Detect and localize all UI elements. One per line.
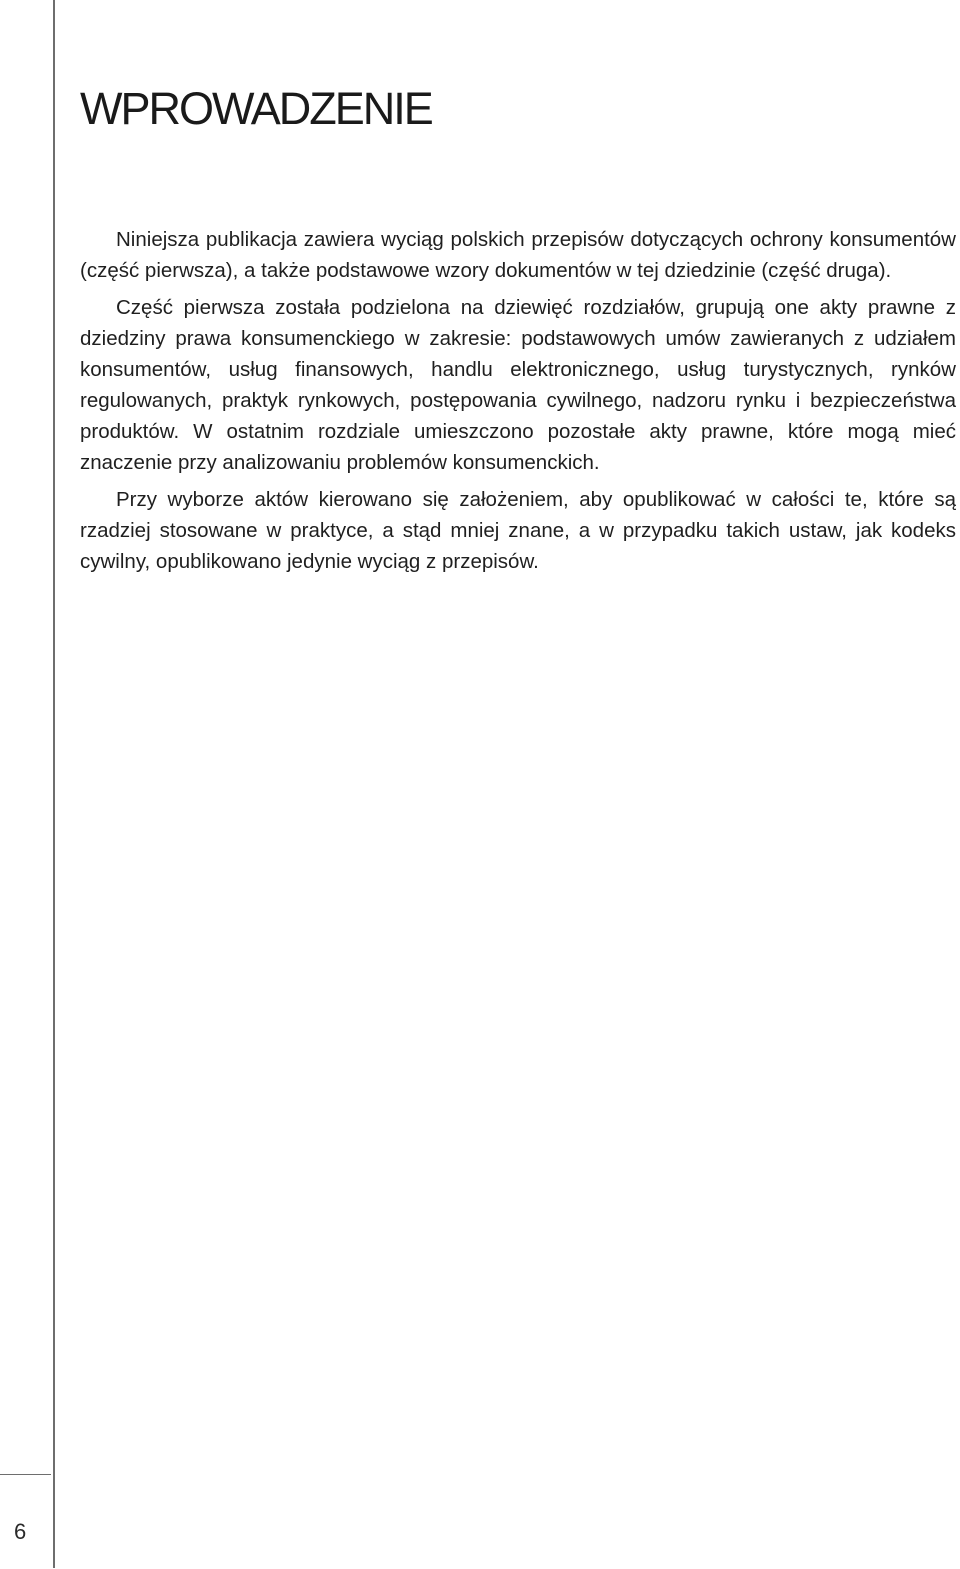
- paragraph-selection: Przy wyborze aktów kierowano się założeniem, aby opublikować w całości te, które są rzadziej stosowane w praktyce, a stąd mniej znane, a w przypadku takich ustaw, jak kodeks cywilny, opublikowano jedynie wyciąg z przepisów.: [80, 488, 956, 573]
- page-number-tab: [0, 1474, 51, 1569]
- paragraph-intro: Niniejsza publikacja zawiera wyciąg polskich przepisów dotyczących ochrony konsumentów (część pierwsza), a także podstawowe wzory dokumentów w tej dziedzinie (część druga).: [80, 228, 956, 282]
- paragraph-structure: Część pierwsza została podzielona na dziewięć rozdziałów, grupują one akty prawne z dziedziny prawa konsumenckiego w zakresie: podstawowych umów zawieranych z udziałem konsumentów, usług finansowych, handlu elektronicznego, usług turystycznych, rynków regulowanych, praktyk rynkowych, postępowania cywilnego, nadzoru rynku i bezpieczeństwa produktów. W ostatnim rozdziale umieszczono pozostałe akty prawne, które mogą mieć znaczenie przy analizowaniu problemów konsumenckich.: [80, 296, 956, 474]
- page-title: WPROWADZENIE: [80, 83, 432, 134]
- page-number: 6: [14, 1519, 27, 1544]
- margin-rule: [53, 0, 55, 1568]
- body-text: [80, 224, 956, 583]
